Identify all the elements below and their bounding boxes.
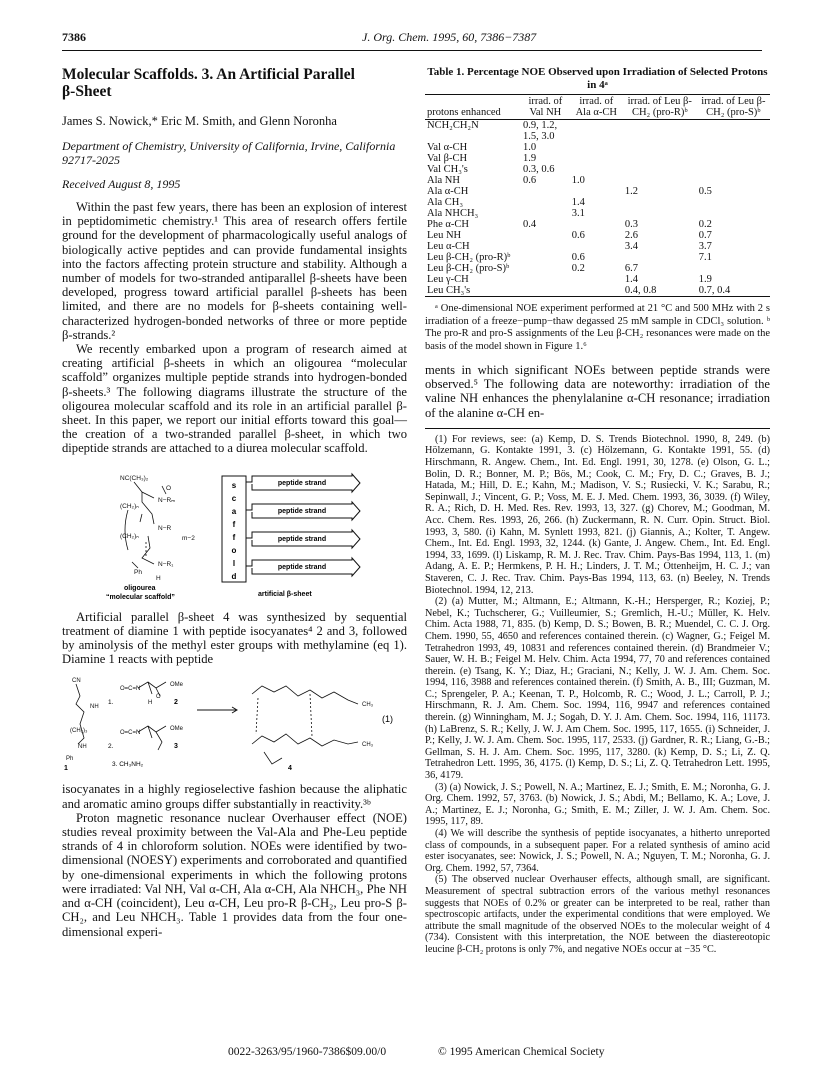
table-cell-value — [697, 142, 770, 153]
table-cell-value: 0.5 — [698, 186, 712, 197]
table-cell-proton: Leu γ-CH — [427, 274, 469, 285]
eq-group-6b: OMe — [170, 726, 184, 733]
table-body — [425, 120, 770, 297]
table-cell-value — [623, 175, 697, 186]
table-cell-value: 1.4 — [624, 274, 638, 285]
right-column — [425, 66, 770, 956]
scaffold-letter-0: s — [231, 480, 237, 490]
table-cell-value: 0.9, 1.2, 1.5, 3.0 — [523, 120, 558, 142]
article-title: Molecular Scaffolds. 3. An Artificial Parallel β-Sheet — [62, 66, 355, 100]
compound-3-label: 3 — [174, 743, 178, 751]
table-cell-value: 0.7, 0.4 — [697, 285, 770, 297]
sheet-label: artificial β-sheet — [258, 590, 312, 598]
table-header-row — [425, 95, 770, 120]
compound-2-label: 2 — [174, 699, 178, 707]
scaffold-letter-1: c — [231, 493, 237, 503]
table-cell-value — [521, 263, 570, 274]
paragraph-scaffold: We recently embarked upon a program of research aimed at creating artificial β-sheets in which an oligourea “molecular scaffold” organizes multiple peptide strands into hydrogen-bonded β-sheets.³ The following diagrams illustrate the structure of the oligourea molecular scaffold and its role in an artificial parallel β-sheet. In this paper, we report our initial efforts toward this goal—the creation of a two-stranded parallel β-sheet, in which two dipeptide strands are attached to a diurea molecular scaffold. — [62, 342, 407, 456]
table-cell-value — [697, 153, 770, 164]
left-column — [62, 66, 407, 939]
table-cell-proton: Ala NH — [427, 175, 460, 186]
eq-group-9: O — [156, 694, 161, 701]
table-row — [425, 274, 770, 285]
received-date: Received August 8, 1995 — [62, 177, 181, 191]
eq-group-6: OMe — [170, 682, 184, 689]
table-cell-proton: Leu NH — [427, 230, 462, 241]
table-cell-value: 0.6 — [523, 175, 537, 186]
eq-group-5b: O=C=N — [120, 730, 141, 737]
col-header-leu-pro-r: irrad. of Leu β-CH₂ (pro-R)ᵇ — [623, 95, 697, 120]
article-code: 0022-3263/95/1960-7386$09.00/0 — [228, 1046, 387, 1058]
table-cell-value — [570, 142, 623, 153]
scheme-group-5: m−2 — [182, 534, 195, 542]
table-cell-proton: Leu β-CH₂ (pro-S)ᵇ — [427, 263, 510, 274]
table-cell-value — [521, 197, 570, 208]
table-row — [425, 164, 770, 175]
table-cell-value — [697, 208, 770, 219]
reference-2: (2) (a) Mutter, M.; Altmann, E.; Altmann, K.-H.; Hersperger, R.; Koziej, P.; Nebel, K.; Tuchscherer, G.; Vuilleumier, S.; Gremlich, H.-U.; Müller, K. Helv. Chim. Acta 1988, 71, 835. (b) Kemp, D. S.; Bowen, B. R.; Muendel, C. C. J. Org. Chem. 1990, 55, 4650 and references contained therein. (c) Wagner, G.; Feigel M. Tetrahedron 1993, 49, 10831 and references contained therein. (d) Brandmeier V.; Sauer, W. H. B.; Feigel M. Helv. Chim. Acta 1994, 77, 70 and references contained therein. (e) Tsang, K. Y.; Diaz, H.; Graciani, N.; Kelly, J. W. J. Am. Chem. Soc. 1994, 116, 3988 and references contained therein. (f) Smith, A. B., III; Guzman, M. C.; Sprengeler, P. A.; Keenan, T. P., Holcomb, R. C.; Wood, J. L.; Carroll, P. J.; Hirschmann, R. J. Am. Chem. Soc. 1994, 116, 9947 and references contained therein. (g) Winningham, M. J.; Sogah, D. Y. J. Am. Chem. Soc. 1994, 116, 11173. (h) LaBrenz, S. R.; Kelly, J. W. J. Am Chem. Soc. 1995, 117, 1655. (i) Schneider, J. P.; Kelly, J. W. J. Am. Chem. Soc. 1995, 117, 2533. (j) Gardner, R. R.; Liang, G.-B.; Gellman, S. H. J. Am. Chem. Soc. 1995, 117, 3280. (k) Kemp, D. S.; Li, Z. Q. Tetrahedron Lett. 1995, 36, 4175. (l) Kemp, D. S.; Li, Z. Q. Tetrahedron Lett. 1995, 36, 4179. — [425, 596, 770, 782]
strand-label-2: peptide strand — [277, 507, 327, 515]
table-cell-proton: Val β-CH — [427, 153, 468, 164]
table-cell-value: 3.1 — [571, 208, 585, 219]
table-cell-value — [623, 208, 697, 219]
scaffold-label-1: oligourea — [124, 584, 156, 592]
journal-citation: J. Org. Chem. 1995, 60, 7386−7387 — [362, 30, 537, 44]
paragraph-noe: Proton magnetic resonance nuclear Overhauser effect (NOE) studies reveal proximity between the Val-Ala and Phe-Leu peptide strands of 4 in chloroform solution. NOEs were identified by two-dimensional (NOESY) experiments and corroborated and quantified by one-dimensional experiments in which the following protons were irradiated: Val NH, Val α-CH, Ala α-CH, Ala NHCH₃, Phe NH and α-CH (coincident), Leu α-CH, Leu pro-R β-CH₂, Leu pro-S β-CH₂, and Leu NHCH₃. Table 1 provides data from the four one-dimensional experi- — [62, 810, 407, 939]
table-cell-value — [570, 186, 623, 197]
paragraph-intro: Within the past few years, there has been an explosion of interest in peptidomimetic chemistry.¹ This area of research offers fertile ground for the development of pharmacologically useful analogs of biologically active peptides and can provide fundamental insights into the factors affecting protein structure and stability. Although a number of models for two-stranded antiparallel β-sheets have been developed, progress toward artificial parallel β-sheets has been limited, and there are no models for β-sheets containing well-characterized hydrogen-bonded networks of three or more peptide β-strands.² — [62, 200, 407, 342]
copyright: © 1995 American Chemical Society — [438, 1046, 605, 1058]
compound-4-label: 4 — [288, 765, 292, 773]
equation-1 — [62, 674, 407, 774]
table-cell-value: 0.6 — [571, 252, 585, 263]
table-cell-value — [570, 241, 623, 252]
table-row — [425, 120, 770, 143]
scheme-group-9: O — [166, 484, 172, 492]
table-cell-value — [570, 219, 623, 230]
table-row — [425, 208, 770, 219]
paragraph-synthesis: Artificial parallel β-sheet 4 was synthesized by sequential treatment of diamine 1 with peptide isocyanates⁴ 2 and 3, followed by aminolysis of the methyl ester groups with methylamine (eq 1). Diamine 1 reacts with peptide — [62, 609, 407, 667]
table-row — [425, 142, 770, 153]
table-cell-value — [570, 120, 623, 143]
table-cell-value — [570, 274, 623, 285]
running-header — [62, 30, 762, 50]
col-header-protons: protons enhanced — [425, 95, 521, 120]
reference-1: (1) For reviews, see: (a) Kemp, D. S. Trends Biotechnol. 1990, 8, 249. (b) Hölzemann, G. Kontakte 1991, 3. (c) Hölzemann, G. Kontakte 1991, 55. (d) Hirschmann, R. Angew. Chem., Int. Ed. Engl. 1991, 30, 1278. (e) Olson, G. L.; Bolin, D. R.; Bonner, M. P.; Bös, M.; Cook, C. M.; Fry, D. C.; Graves, B. J.; Hatada, M.; Hill, D. E.; Kahn, M.; Madison, V. S.; Rusiecki, V. K.; Sarabu, R.; Sepinwall, J.; Vincent, G. P.; Voss, M. E. J. Med. Chem. 1993, 36, 3039. (f) Wiley, R. A.; Rich, D. H. Med. Res. Rev. 1993, 13, 327. (g) Chorev, M.; Goodman, M. Acc. Chem. Res. 1993, 26, 266. (h) Zuckermann, R. N. Curr. Opin. Struct. Biol. 1993, 3, 580. (i) Kahn, M. Synlett 1993, 821. (j) Giannis, A.; Kolter, T. Angew. Chem., Int. Ed. Engl. 1993, 32, 1244. (k) Gante, J. Angew. Chem., Int. Ed. Engl. 1994, 33, 1699. (l) Liskamp, R. M. J. Rec. Trav. Chim. Pays-Bas 1994, 113, 1. (m) Adang, A. E. P.; Hermkens, P. H. H.; Linders, J. T. M.; Ottenheijm, H. C. J.; van Staveren, C. J. Rec. Trav. Chim. Pays-Bas 1994, 113, 63. (n) Beeley, N. Trends Biotechnol. 1994, 12, 213. — [425, 433, 770, 596]
col-header-leu-pro-s: irrad. of Leu β-CH₂ (pro-S)ᵇ — [697, 95, 770, 120]
reference-3: (3) (a) Nowick, J. S.; Powell, N. A.; Martinez, E. J.; Smith, E. M.; Noronha, G. J. Org. Chem. 1992, 57, 3763. (b) Nowick, J. S.; Abdi, M.; Bellamo, K. A.; Love, J. A.; Martinez, E. J.; Noronha, G.; Smith, E. M.; Ziller, J. W. J. Am. Chem. Soc. 1995, 117, 89. — [425, 781, 770, 828]
table-cell-proton: Leu α-CH — [427, 241, 470, 252]
table-cell-proton: Val CH₃'s — [427, 164, 468, 175]
table-cell-value: 0.6 — [571, 230, 585, 241]
table-cell-value — [570, 153, 623, 164]
author-list: James S. Nowick,* Eric M. Smith, and Glenn Noronha — [62, 114, 337, 128]
eq-group-8: H — [148, 700, 153, 707]
scaffold-label-2: “molecular scaffold” — [106, 593, 175, 601]
table-row — [425, 263, 770, 274]
table-cell-value — [570, 285, 623, 297]
table-cell-proton: Ala CH₃ — [427, 197, 464, 208]
eq-group-1: NH — [90, 704, 99, 711]
table-cell-value: 0.4 — [523, 219, 537, 230]
table-cell-value — [570, 164, 623, 175]
table-row — [425, 175, 770, 186]
scaffold-letter-7: d — [231, 571, 237, 581]
table-cell-value: 3.4 — [624, 241, 638, 252]
table-cell-value: 1.9 — [523, 153, 537, 164]
table-row — [425, 241, 770, 252]
eq-group-4: Ph — [66, 756, 74, 763]
table-cell-value — [697, 197, 770, 208]
table-cell-value — [697, 164, 770, 175]
table-cell-proton: Phe α-CH — [427, 219, 469, 230]
table-cell-value — [623, 197, 697, 208]
scaffold-scheme — [62, 470, 407, 602]
table-cell-value — [623, 252, 697, 263]
affiliation: Department of Chemistry, University of California, Irvine, California 92717-2025 — [62, 139, 396, 167]
table-cell-value — [697, 175, 770, 186]
table-row — [425, 219, 770, 230]
scheme-group-3: N−R — [158, 524, 172, 532]
header-rule — [62, 50, 762, 51]
scaffold-letter-4: f — [232, 532, 236, 542]
paragraph-regioselective: isocyanates in a highly regioselective fashion because the aliphatic and aromatic amino groups differ substantially in reactivity.³ᵇ — [62, 782, 407, 811]
eq-group-5: O=C=N — [120, 686, 141, 693]
col-header-ala-ach: irrad. of Ala α-CH — [570, 95, 623, 120]
table-cell-value: 6.7 — [624, 263, 638, 274]
eq-group-0: CN — [72, 678, 81, 685]
equation-diagram — [62, 674, 407, 774]
compound-1-label: 1 — [64, 765, 68, 773]
eq-step-2: 2. — [108, 743, 114, 751]
table-cell-value: 1.0 — [571, 175, 585, 186]
table-row — [425, 285, 770, 297]
paragraph-continued: ments in which significant NOEs between peptide strands were observed.⁵ The following data are noteworthy: irradiation of the valine NH enhances the phenylalanine α-CH resonance; irradiation of the alanine α-CH en- — [425, 363, 770, 420]
table-cell-value: 0.2 — [698, 219, 712, 230]
table-row — [425, 252, 770, 263]
table-cell-value — [521, 241, 570, 252]
scaffold-letter-2: a — [231, 506, 237, 516]
table-cell-value: 0.4, 0.8 — [623, 285, 697, 297]
table-cell-proton: NCH₂CH₂N — [427, 120, 479, 131]
scheme-group-2: N−Rₘ — [158, 496, 176, 504]
scheme-group-7: N−R₁ — [158, 560, 174, 568]
reference-4: (4) We will describe the synthesis of peptide isocyanates, a hitherto unreported class of compounds, in a subsequent paper. For a related synthesis of amino acid ester isocyanates, see: Nowick, J. S.; Powell, N. A.; Nguyen, T. M.; Noronha, G. J. Org. Chem. 1992, 57, 7364. — [425, 828, 770, 874]
scaffold-letter-6: l — [232, 558, 236, 568]
table-cell-value: 7.1 — [698, 252, 712, 263]
table-cell-value — [521, 208, 570, 219]
table-row — [425, 230, 770, 241]
eq-step-1: 1. — [108, 699, 114, 707]
strand-label-3: peptide strand — [277, 535, 327, 543]
scaffold-letter-3: f — [232, 519, 236, 529]
table-cell-value: 1.4 — [571, 197, 585, 208]
strand-label-4: peptide strand — [277, 563, 327, 571]
table-cell-proton: Leu β-CH₂ (pro-R)ᵇ — [427, 252, 511, 263]
table-cell-value — [521, 230, 570, 241]
eq-step-3: 3. CH₃NH₂ — [112, 761, 144, 769]
table-cell-value: 2.6 — [624, 230, 638, 241]
eq-group-7b: CH₃ — [362, 742, 374, 749]
table-footnote: ᵃ One-dimensional NOE experiment performed at 21 °C and 500 MHz with 2 s irradiation of a freeze−pump−thaw degassed 25 mM sample in CDCl₃ solution. ᵇ The pro-R and pro-S assignments of the Leu β-CH₂ resonances were made on the basis of the model shown in Figure 1.⁶ — [425, 303, 770, 352]
table-cell-proton: Ala NHCH₃ — [427, 208, 479, 219]
table-cell-value: 1.2 — [624, 186, 638, 197]
eq-group-7: CH₃ — [362, 702, 374, 709]
equation-number: (1) — [382, 714, 393, 725]
reference-5: (5) The observed nuclear Overhauser effects, although small, are significant. Measurement of spectral subtraction errors of the various methyl resonances suggests that NOEs of 0.2% or greater can be interpreted to be real, rather than spectroscopic artifacts, under the experimental conditions that were employed. We attribute the small magnitude of the observed NOEs to the molecular weight of 4 (734). Consistent with this interpretation, the NOE between the diastereotopic leucine β-CH₂ protons is only 7%, and negative NOEs occur at −35 °C. — [425, 874, 770, 955]
table-cell-value: 0.7 — [698, 230, 712, 241]
eq-group-2: (CH₂)₃ — [70, 728, 88, 735]
table-cell-value — [521, 252, 570, 263]
table-cell-value — [623, 120, 697, 143]
scheme-group-1: (CH₂)ₙ — [120, 502, 139, 510]
table-cell-value — [623, 142, 697, 153]
references — [425, 428, 770, 956]
table-row — [425, 197, 770, 208]
table-cell-value — [521, 285, 570, 297]
table-cell-proton: Leu CH₃'s — [425, 285, 521, 297]
table-cell-value — [697, 120, 770, 143]
table-row — [425, 186, 770, 197]
scheme-group-4: (CH₂)ₙ — [120, 532, 139, 540]
table-cell-value: 0.3, 0.6 — [523, 164, 555, 175]
table-caption: Table 1. Percentage NOE Observed upon Irradiation of Selected Protons in 4ᵃ — [427, 66, 768, 91]
table-cell-value — [623, 153, 697, 164]
scheme-group-0: NC(CH₃)₂ — [120, 474, 149, 482]
table-cell-proton: Val α-CH — [427, 142, 468, 153]
scaffold-letter-5: o — [231, 545, 237, 555]
table-cell-value — [521, 274, 570, 285]
table-cell-value: 1.9 — [698, 274, 712, 285]
eq-group-3: NH — [78, 744, 87, 751]
strand-label-1: peptide strand — [277, 479, 327, 487]
noe-table — [425, 94, 770, 297]
table-cell-value: 1.0 — [523, 142, 537, 153]
page-number: 7386 — [62, 30, 86, 44]
col-header-val-nh: irrad. of Val NH — [521, 95, 570, 120]
scaffold-diagram — [62, 470, 407, 602]
table-cell-value — [623, 164, 697, 175]
scheme-group-8: H — [156, 574, 161, 582]
table-cell-proton: Ala α-CH — [427, 186, 469, 197]
scheme-group-6: Ph — [134, 568, 142, 576]
table-row — [425, 153, 770, 164]
table-cell-value — [697, 263, 770, 274]
table-cell-value: 3.7 — [698, 241, 712, 252]
table-cell-value: 0.2 — [571, 263, 585, 274]
table-cell-value — [521, 186, 570, 197]
table-cell-value: 0.3 — [624, 219, 638, 230]
